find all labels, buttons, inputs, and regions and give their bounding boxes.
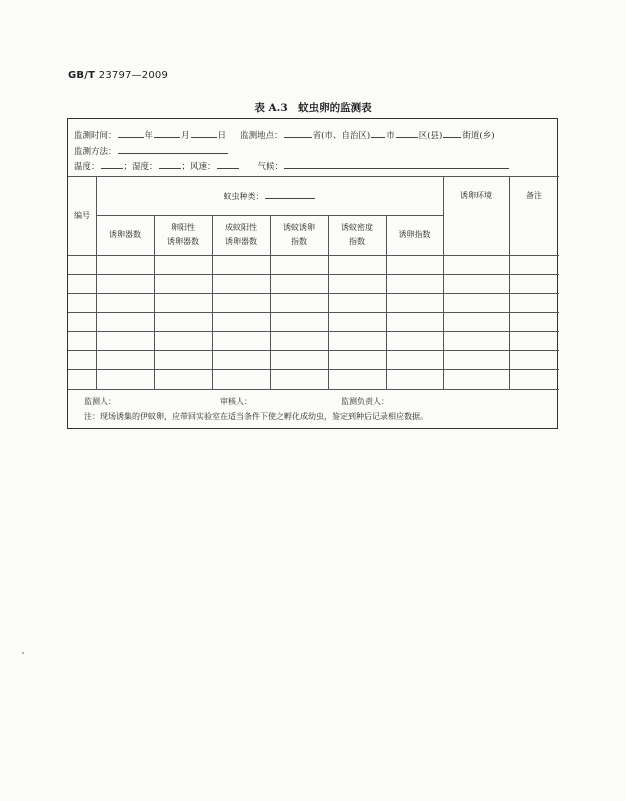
year-label: 年 <box>144 131 154 141</box>
city-field[interactable] <box>371 128 385 138</box>
wind-field[interactable] <box>217 159 239 169</box>
table-title: 表 A.3 蚊虫卵的监测表 <box>254 102 372 114</box>
grid-line-data-top <box>68 255 559 256</box>
grid-line-row-5 <box>68 350 559 351</box>
standard-number: 23797—2009 <box>98 70 169 81</box>
scan-speck <box>22 652 24 654</box>
signature-reviewer: 审核人： <box>220 397 252 406</box>
weather-field[interactable] <box>284 159 509 169</box>
header-line-time-location <box>74 128 495 141</box>
subcol-egg-positive-traps: 卵阳性 诱卵器数 <box>167 223 199 246</box>
signature-monitor: 监测人： <box>84 397 116 406</box>
day-label: 日 <box>217 131 227 141</box>
species-label: 蚊虫种类： <box>223 192 264 201</box>
grid-line-row-4 <box>68 331 559 332</box>
weather-label: 气候： <box>257 162 284 172</box>
street-label: 街道(乡) <box>462 131 495 141</box>
subcol-egg-index: 诱卵指数 <box>398 230 431 239</box>
method-field[interactable] <box>118 144 228 154</box>
month-field[interactable] <box>154 128 180 138</box>
day-field[interactable] <box>191 128 217 138</box>
standard-code <box>68 70 168 81</box>
time-label: 监测时间： <box>74 131 117 141</box>
method-label: 监测方法： <box>74 147 117 157</box>
table-note: 注：现场诱集的伊蚊卵，应带回实验室在适当条件下使之孵化成幼虫，鉴定到种后记录相应数据。 <box>84 412 428 421</box>
humidity-label: ；湿度： <box>123 162 158 172</box>
col-header-species <box>96 189 443 204</box>
province-label: 省(市、自治区) <box>312 131 371 141</box>
grid-line-header-bottom <box>68 176 559 177</box>
province-field[interactable] <box>284 128 312 138</box>
subcol-mosquito-egg-index: 诱蚊诱卵 指数 <box>283 223 315 246</box>
header-line-method <box>74 144 229 157</box>
temp-label: 温度： <box>74 162 100 172</box>
grid-line-table-bottom <box>68 389 559 390</box>
month-label: 月 <box>181 131 190 141</box>
grid-line-row-3 <box>68 312 559 313</box>
monitoring-form <box>67 118 558 429</box>
grid-line-row-1 <box>68 274 559 275</box>
street-field[interactable] <box>443 128 461 138</box>
location-label: 监测地点： <box>240 131 283 141</box>
district-field[interactable] <box>396 128 418 138</box>
grid-col-7 <box>443 176 444 389</box>
species-field[interactable] <box>265 189 315 199</box>
standard-prefix: GB/T <box>68 70 96 81</box>
humidity-field[interactable] <box>159 159 181 169</box>
temp-field[interactable] <box>101 159 123 169</box>
city-label: 市 <box>386 131 395 141</box>
col-header-environment: 诱卵环境 <box>460 191 492 200</box>
grid-line-row-2 <box>68 293 559 294</box>
col-header-number: 编号 <box>74 211 90 220</box>
wind-label: ；风速： <box>181 162 216 172</box>
subcol-density-index: 诱蚊密度 指数 <box>341 223 373 246</box>
subcol-adult-positive-traps: 成蚊阳性 诱卵器数 <box>225 223 257 246</box>
grid-col-1 <box>96 176 97 389</box>
col-header-remarks: 备注 <box>526 191 542 200</box>
grid-col-8 <box>509 176 510 389</box>
year-field[interactable] <box>118 128 144 138</box>
header-line-conditions <box>74 159 510 172</box>
district-label: 区(县) <box>418 131 443 141</box>
signature-supervisor: 监测负责人： <box>341 397 389 406</box>
grid-line-row-6 <box>68 369 559 370</box>
subcol-egg-trap-count: 诱卵器数 <box>109 230 141 239</box>
